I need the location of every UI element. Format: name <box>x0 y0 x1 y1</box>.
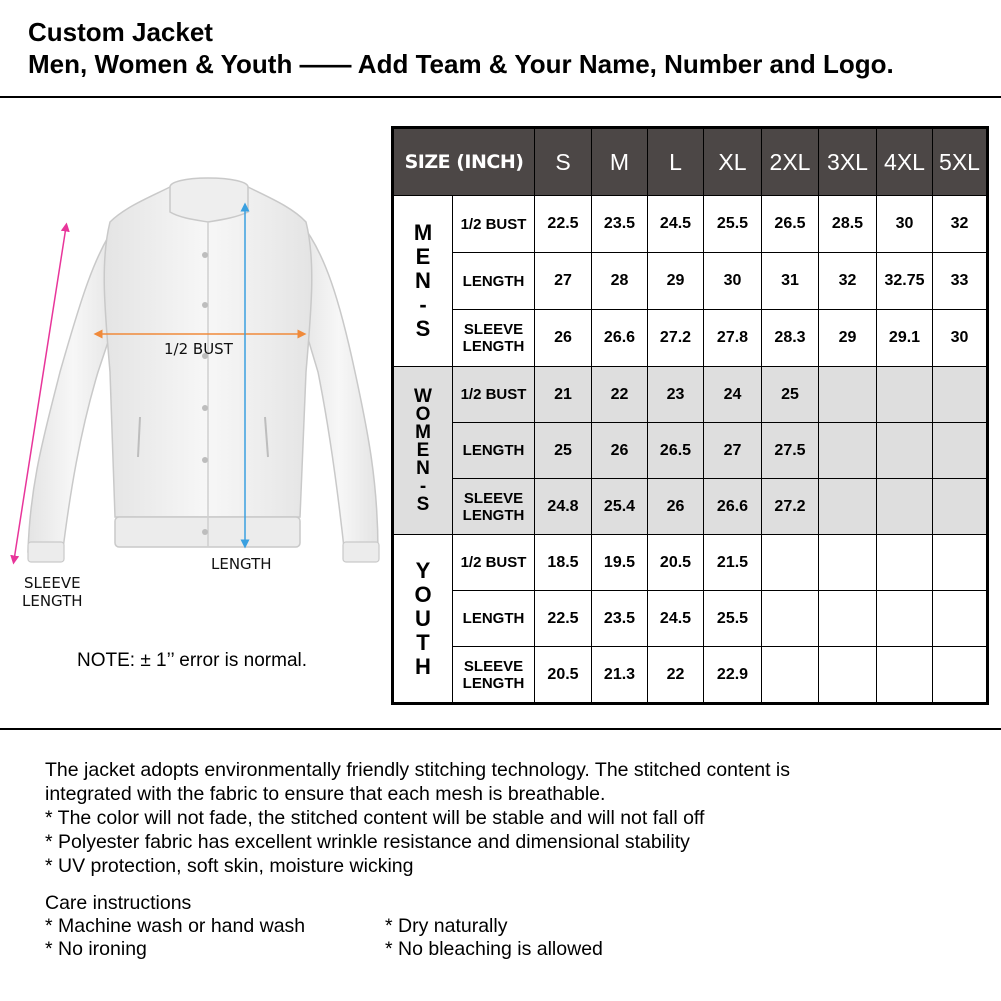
cell: 27.5 <box>762 423 819 479</box>
cell: 22 <box>648 647 704 704</box>
cell: 22 <box>592 367 648 423</box>
cell: 28 <box>592 253 648 310</box>
cell <box>877 423 933 479</box>
bust-label: 1/2 BUST <box>164 340 233 358</box>
table-row <box>393 647 988 704</box>
cell: 23.5 <box>592 591 648 647</box>
cell: 23.5 <box>592 196 648 253</box>
cell <box>819 479 877 535</box>
cell: 29.1 <box>877 310 933 367</box>
cell <box>819 423 877 479</box>
length-label: LENGTH <box>211 555 272 573</box>
table-row <box>393 591 988 647</box>
group-label-youth: Y O U T H <box>393 535 453 704</box>
description-line: * UV protection, soft skin, moisture wicking <box>45 855 414 877</box>
cell: 25.5 <box>704 196 762 253</box>
cell: 26.6 <box>704 479 762 535</box>
cell: 22.9 <box>704 647 762 704</box>
cell <box>877 479 933 535</box>
cell: 30 <box>704 253 762 310</box>
cell <box>762 591 819 647</box>
cell: 24.8 <box>535 479 592 535</box>
size-col-m: M <box>592 128 648 196</box>
size-col-5xl: 5XL <box>933 128 988 196</box>
measure-label: SLEEVE LENGTH <box>453 310 535 367</box>
description-line: * Polyester fabric has excellent wrinkle resistance and dimensional stability <box>45 831 690 853</box>
cell: 21.3 <box>592 647 648 704</box>
measure-label: LENGTH <box>453 591 535 647</box>
jacket-illustration <box>0 112 390 632</box>
size-col-l: L <box>648 128 704 196</box>
cell <box>877 535 933 591</box>
cell: 21 <box>535 367 592 423</box>
cell: 29 <box>819 310 877 367</box>
measure-label: LENGTH <box>453 253 535 310</box>
cell <box>877 591 933 647</box>
cell: 21.5 <box>704 535 762 591</box>
cell <box>933 591 988 647</box>
cell <box>933 367 988 423</box>
cell: 26 <box>648 479 704 535</box>
cell: 32.75 <box>877 253 933 310</box>
cell <box>933 423 988 479</box>
cell: 27.2 <box>648 310 704 367</box>
cell: 27.2 <box>762 479 819 535</box>
cell: 27.8 <box>704 310 762 367</box>
cell <box>819 647 877 704</box>
care-title: Care instructions <box>45 892 192 914</box>
bottom-divider <box>0 728 1001 730</box>
jacket-image <box>0 112 390 632</box>
size-col-s: S <box>535 128 592 196</box>
product-description <box>45 758 945 878</box>
cell: 25 <box>762 367 819 423</box>
cell: 26.5 <box>762 196 819 253</box>
cell: 25.5 <box>704 591 762 647</box>
description-line: * The color will not fade, the stitched content will be stable and will not fall off <box>45 807 705 829</box>
cell: 25.4 <box>592 479 648 535</box>
cell: 18.5 <box>535 535 592 591</box>
cell: 26.5 <box>648 423 704 479</box>
cell <box>762 647 819 704</box>
cell: 31 <box>762 253 819 310</box>
cell <box>933 535 988 591</box>
cell: 28.5 <box>819 196 877 253</box>
cell <box>819 535 877 591</box>
measure-label: 1/2 BUST <box>453 367 535 423</box>
top-divider <box>0 96 1001 98</box>
cell: 32 <box>819 253 877 310</box>
measure-label: SLEEVE LENGTH <box>453 647 535 704</box>
cell: 26 <box>535 310 592 367</box>
description-line: integrated with the fabric to ensure that each mesh is breathable. <box>45 783 606 805</box>
cell <box>877 367 933 423</box>
table-row <box>393 479 988 535</box>
cell: 22.5 <box>535 196 592 253</box>
measure-label: LENGTH <box>453 423 535 479</box>
cell: 27 <box>535 253 592 310</box>
care-item: * Machine wash or hand wash <box>45 915 306 937</box>
table-row <box>393 196 988 253</box>
cell: 30 <box>933 310 988 367</box>
cell: 27 <box>704 423 762 479</box>
size-col-3xl: 3XL <box>819 128 877 196</box>
cell: 25 <box>535 423 592 479</box>
size-chart-table <box>391 126 989 705</box>
cell <box>877 647 933 704</box>
table-row <box>393 423 988 479</box>
group-label-mens: M E N - S <box>393 196 453 367</box>
sleeve-label-line1: SLEEVE <box>24 574 81 592</box>
measure-label: 1/2 BUST <box>453 535 535 591</box>
cell: 20.5 <box>535 647 592 704</box>
table-row <box>393 253 988 310</box>
cell <box>762 535 819 591</box>
page-header <box>28 16 894 80</box>
table-row <box>393 535 988 591</box>
size-col-4xl: 4XL <box>877 128 933 196</box>
cell: 24.5 <box>648 591 704 647</box>
cell: 28.3 <box>762 310 819 367</box>
size-col-xl: XL <box>704 128 762 196</box>
cell: 26 <box>592 423 648 479</box>
cell: 30 <box>877 196 933 253</box>
size-header: SIZE (INCH) <box>393 128 535 196</box>
cell: 26.6 <box>592 310 648 367</box>
measurement-note: NOTE: ± 1’’ error is normal. <box>77 650 308 671</box>
description-line: The jacket adopts environmentally friendly stitching technology. The stitched content is <box>45 759 791 781</box>
sleeve-label-line2: LENGTH <box>22 592 83 610</box>
care-item: * Dry naturally <box>385 915 508 937</box>
cell: 22.5 <box>535 591 592 647</box>
table-row <box>393 310 988 367</box>
cell: 19.5 <box>592 535 648 591</box>
measure-label: 1/2 BUST <box>453 196 535 253</box>
cell: 29 <box>648 253 704 310</box>
group-label-womens: W O M E N - S <box>393 367 453 535</box>
size-col-2xl: 2XL <box>762 128 819 196</box>
measure-label: SLEEVE LENGTH <box>453 479 535 535</box>
cell: 24.5 <box>648 196 704 253</box>
cell: 20.5 <box>648 535 704 591</box>
cell: 23 <box>648 367 704 423</box>
cell <box>933 479 988 535</box>
cell: 24 <box>704 367 762 423</box>
page-subtitle: Men, Women & Youth —— Add Team & Your Name, Number and Logo. <box>28 49 894 79</box>
cell: 33 <box>933 253 988 310</box>
cell <box>819 367 877 423</box>
table-header-row <box>393 128 988 196</box>
cell <box>933 647 988 704</box>
care-item: * No ironing <box>45 938 147 960</box>
cell <box>819 591 877 647</box>
page-title: Custom Jacket <box>28 17 213 47</box>
care-item: * No bleaching is allowed <box>385 938 603 960</box>
cell: 32 <box>933 196 988 253</box>
table-row <box>393 367 988 423</box>
